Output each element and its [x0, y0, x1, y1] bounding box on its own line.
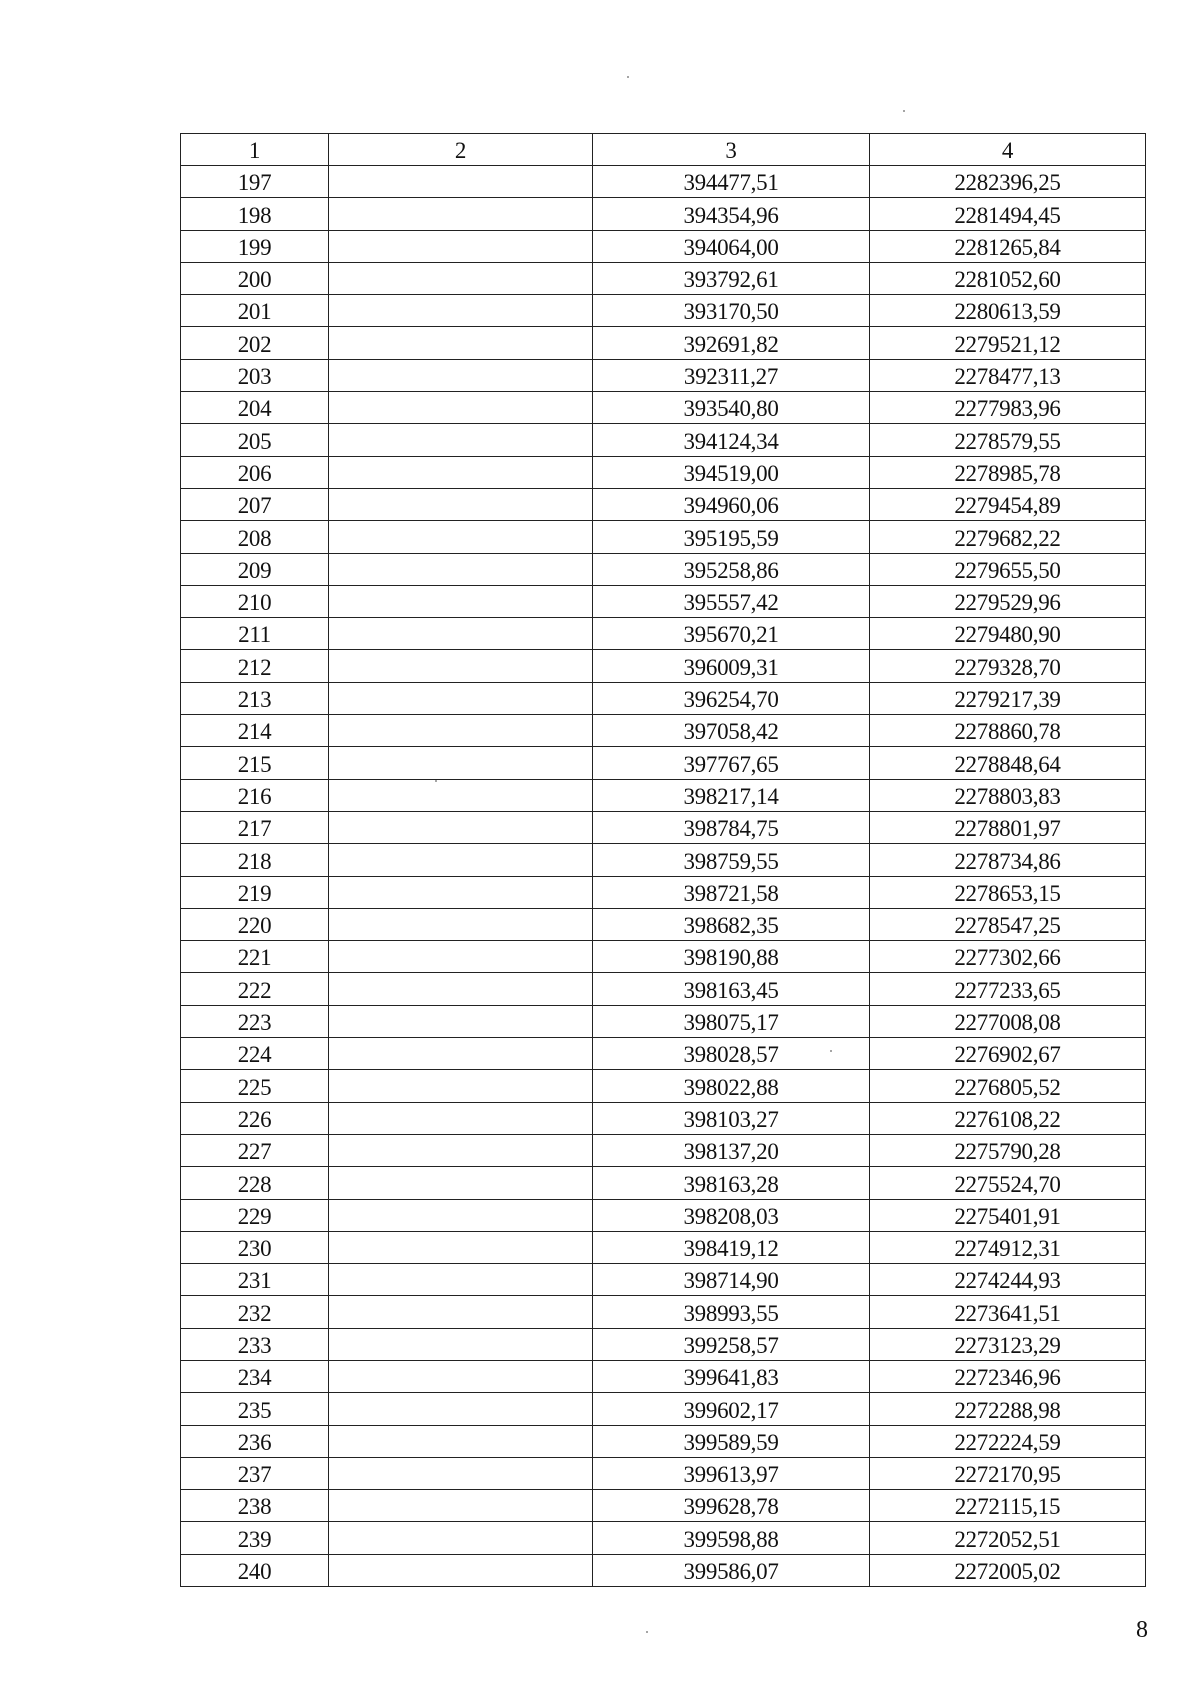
y-coordinate-cell: 2281494,45 — [870, 198, 1146, 230]
table-row — [181, 359, 1146, 391]
x-coordinate-cell: 393170,50 — [593, 295, 870, 327]
table-row — [181, 553, 1146, 585]
table-row — [181, 1425, 1146, 1457]
x-coordinate-cell: 396009,31 — [593, 650, 870, 682]
point-number-cell: 230 — [181, 1231, 329, 1263]
y-coordinate-cell: 2275401,91 — [870, 1199, 1146, 1231]
description-cell — [329, 392, 593, 424]
y-coordinate-cell: 2279529,96 — [870, 585, 1146, 617]
point-number-cell: 239 — [181, 1522, 329, 1554]
x-coordinate-cell: 395195,59 — [593, 521, 870, 553]
table-row — [181, 1102, 1146, 1134]
description-cell — [329, 844, 593, 876]
point-number-cell: 233 — [181, 1328, 329, 1360]
point-number-cell: 208 — [181, 521, 329, 553]
description-cell — [329, 585, 593, 617]
x-coordinate-cell: 398137,20 — [593, 1134, 870, 1166]
y-coordinate-cell: 2281052,60 — [870, 262, 1146, 294]
point-number-cell: 221 — [181, 941, 329, 973]
description-cell — [329, 230, 593, 262]
y-coordinate-cell: 2278547,25 — [870, 908, 1146, 940]
x-coordinate-cell: 399258,57 — [593, 1328, 870, 1360]
x-coordinate-cell: 398022,88 — [593, 1070, 870, 1102]
y-coordinate-cell: 2282396,25 — [870, 166, 1146, 198]
x-coordinate-cell: 398682,35 — [593, 908, 870, 940]
table-row — [181, 908, 1146, 940]
x-coordinate-cell: 398103,27 — [593, 1102, 870, 1134]
x-coordinate-cell: 395557,42 — [593, 585, 870, 617]
y-coordinate-cell: 2279217,39 — [870, 682, 1146, 714]
description-cell — [329, 1070, 593, 1102]
y-coordinate-cell: 2275524,70 — [870, 1167, 1146, 1199]
x-coordinate-cell: 392691,82 — [593, 327, 870, 359]
y-coordinate-cell: 2276805,52 — [870, 1070, 1146, 1102]
description-cell — [329, 747, 593, 779]
table-row — [181, 1522, 1146, 1554]
y-coordinate-cell: 2277233,65 — [870, 973, 1146, 1005]
x-coordinate-cell: 394960,06 — [593, 488, 870, 520]
point-number-cell: 234 — [181, 1360, 329, 1392]
description-cell — [329, 1522, 593, 1554]
description-cell — [329, 1005, 593, 1037]
y-coordinate-cell: 2279655,50 — [870, 553, 1146, 585]
x-coordinate-cell: 398759,55 — [593, 844, 870, 876]
x-coordinate-cell: 395258,86 — [593, 553, 870, 585]
point-number-cell: 219 — [181, 876, 329, 908]
description-cell — [329, 521, 593, 553]
table-row — [181, 715, 1146, 747]
table-row — [181, 779, 1146, 811]
point-number-cell: 216 — [181, 779, 329, 811]
description-cell — [329, 811, 593, 843]
x-coordinate-cell: 398208,03 — [593, 1199, 870, 1231]
y-coordinate-cell: 2278734,86 — [870, 844, 1146, 876]
x-coordinate-cell: 397767,65 — [593, 747, 870, 779]
point-number-cell: 238 — [181, 1490, 329, 1522]
table-row — [181, 1167, 1146, 1199]
point-number-cell: 213 — [181, 682, 329, 714]
table-row — [181, 1490, 1146, 1522]
x-coordinate-cell: 398075,17 — [593, 1005, 870, 1037]
y-coordinate-cell: 2275790,28 — [870, 1134, 1146, 1166]
point-number-cell: 201 — [181, 295, 329, 327]
x-coordinate-cell: 394124,34 — [593, 424, 870, 456]
table-row — [181, 1231, 1146, 1263]
y-coordinate-cell: 2280613,59 — [870, 295, 1146, 327]
table-row — [181, 747, 1146, 779]
description-cell — [329, 166, 593, 198]
point-number-cell: 200 — [181, 262, 329, 294]
description-cell — [329, 262, 593, 294]
x-coordinate-cell: 394519,00 — [593, 456, 870, 488]
description-cell — [329, 1393, 593, 1425]
description-cell — [329, 1102, 593, 1134]
description-cell — [329, 553, 593, 585]
y-coordinate-cell: 2277302,66 — [870, 941, 1146, 973]
x-coordinate-cell: 393540,80 — [593, 392, 870, 424]
description-cell — [329, 908, 593, 940]
column-header: 1 — [181, 134, 329, 166]
description-cell — [329, 1038, 593, 1070]
scan-speck — [646, 1631, 648, 1633]
y-coordinate-cell: 2273641,51 — [870, 1296, 1146, 1328]
description-cell — [329, 1264, 593, 1296]
description-cell — [329, 1199, 593, 1231]
description-cell — [329, 715, 593, 747]
point-number-cell: 211 — [181, 618, 329, 650]
point-number-cell: 204 — [181, 392, 329, 424]
table-row — [181, 262, 1146, 294]
coordinates-table — [180, 133, 1146, 1587]
description-cell — [329, 1554, 593, 1586]
x-coordinate-cell: 395670,21 — [593, 618, 870, 650]
y-coordinate-cell: 2279521,12 — [870, 327, 1146, 359]
table-row — [181, 618, 1146, 650]
description-cell — [329, 1167, 593, 1199]
table-row — [181, 811, 1146, 843]
x-coordinate-cell: 394477,51 — [593, 166, 870, 198]
y-coordinate-cell: 2272224,59 — [870, 1425, 1146, 1457]
point-number-cell: 207 — [181, 488, 329, 520]
x-coordinate-cell: 393792,61 — [593, 262, 870, 294]
table-row — [181, 230, 1146, 262]
point-number-cell: 235 — [181, 1393, 329, 1425]
table-row — [181, 844, 1146, 876]
y-coordinate-cell: 2272346,96 — [870, 1360, 1146, 1392]
x-coordinate-cell: 399628,78 — [593, 1490, 870, 1522]
table-row — [181, 1199, 1146, 1231]
table-row — [181, 1038, 1146, 1070]
point-number-cell: 217 — [181, 811, 329, 843]
table-row — [181, 327, 1146, 359]
y-coordinate-cell: 2274912,31 — [870, 1231, 1146, 1263]
point-number-cell: 226 — [181, 1102, 329, 1134]
table-row — [181, 1134, 1146, 1166]
x-coordinate-cell: 399613,97 — [593, 1457, 870, 1489]
point-number-cell: 203 — [181, 359, 329, 391]
table-row — [181, 682, 1146, 714]
x-coordinate-cell: 398993,55 — [593, 1296, 870, 1328]
point-number-cell: 223 — [181, 1005, 329, 1037]
x-coordinate-cell: 394354,96 — [593, 198, 870, 230]
table-row — [181, 488, 1146, 520]
table-body — [181, 166, 1146, 1587]
description-cell — [329, 779, 593, 811]
point-number-cell: 240 — [181, 1554, 329, 1586]
point-number-cell: 215 — [181, 747, 329, 779]
point-number-cell: 202 — [181, 327, 329, 359]
x-coordinate-cell: 399641,83 — [593, 1360, 870, 1392]
point-number-cell: 228 — [181, 1167, 329, 1199]
x-coordinate-cell: 394064,00 — [593, 230, 870, 262]
table-row — [181, 392, 1146, 424]
description-cell — [329, 1134, 593, 1166]
description-cell — [329, 941, 593, 973]
y-coordinate-cell: 2272115,15 — [870, 1490, 1146, 1522]
table-row — [181, 295, 1146, 327]
description-cell — [329, 618, 593, 650]
description-cell — [329, 1296, 593, 1328]
table-row — [181, 424, 1146, 456]
point-number-cell: 220 — [181, 908, 329, 940]
y-coordinate-cell: 2278579,55 — [870, 424, 1146, 456]
point-number-cell: 214 — [181, 715, 329, 747]
table-row — [181, 1296, 1146, 1328]
x-coordinate-cell: 392311,27 — [593, 359, 870, 391]
column-header: 2 — [329, 134, 593, 166]
table-row — [181, 1457, 1146, 1489]
x-coordinate-cell: 399602,17 — [593, 1393, 870, 1425]
y-coordinate-cell: 2279682,22 — [870, 521, 1146, 553]
scan-speck — [903, 110, 905, 112]
point-number-cell: 232 — [181, 1296, 329, 1328]
y-coordinate-cell: 2278477,13 — [870, 359, 1146, 391]
x-coordinate-cell: 399586,07 — [593, 1554, 870, 1586]
table-row — [181, 650, 1146, 682]
y-coordinate-cell: 2278985,78 — [870, 456, 1146, 488]
point-number-cell: 199 — [181, 230, 329, 262]
description-cell — [329, 1457, 593, 1489]
point-number-cell: 206 — [181, 456, 329, 488]
x-coordinate-cell: 398714,90 — [593, 1264, 870, 1296]
x-coordinate-cell: 398028,57 — [593, 1038, 870, 1070]
description-cell — [329, 1425, 593, 1457]
description-cell — [329, 650, 593, 682]
y-coordinate-cell: 2272170,95 — [870, 1457, 1146, 1489]
y-coordinate-cell: 2279480,90 — [870, 618, 1146, 650]
y-coordinate-cell: 2273123,29 — [870, 1328, 1146, 1360]
description-cell — [329, 488, 593, 520]
table-header-row — [181, 134, 1146, 166]
y-coordinate-cell: 2272052,51 — [870, 1522, 1146, 1554]
point-number-cell: 198 — [181, 198, 329, 230]
y-coordinate-cell: 2281265,84 — [870, 230, 1146, 262]
description-cell — [329, 973, 593, 1005]
scan-speck — [627, 76, 629, 78]
table-row — [181, 876, 1146, 908]
table-row — [181, 198, 1146, 230]
y-coordinate-cell: 2278860,78 — [870, 715, 1146, 747]
table-row — [181, 456, 1146, 488]
table-row — [181, 166, 1146, 198]
point-number-cell: 209 — [181, 553, 329, 585]
x-coordinate-cell: 396254,70 — [593, 682, 870, 714]
y-coordinate-cell: 2276108,22 — [870, 1102, 1146, 1134]
y-coordinate-cell: 2276902,67 — [870, 1038, 1146, 1070]
description-cell — [329, 295, 593, 327]
page-number: 8 — [1136, 1617, 1148, 1643]
x-coordinate-cell: 399589,59 — [593, 1425, 870, 1457]
y-coordinate-cell: 2272288,98 — [870, 1393, 1146, 1425]
x-coordinate-cell: 399598,88 — [593, 1522, 870, 1554]
table-row — [181, 521, 1146, 553]
x-coordinate-cell: 398163,28 — [593, 1167, 870, 1199]
table-row — [181, 585, 1146, 617]
point-number-cell: 236 — [181, 1425, 329, 1457]
y-coordinate-cell: 2279328,70 — [870, 650, 1146, 682]
description-cell — [329, 1328, 593, 1360]
point-number-cell: 224 — [181, 1038, 329, 1070]
y-coordinate-cell: 2278653,15 — [870, 876, 1146, 908]
description-cell — [329, 876, 593, 908]
description-cell — [329, 424, 593, 456]
y-coordinate-cell: 2278803,83 — [870, 779, 1146, 811]
description-cell — [329, 359, 593, 391]
column-header: 3 — [593, 134, 870, 166]
y-coordinate-cell: 2277008,08 — [870, 1005, 1146, 1037]
y-coordinate-cell: 2278801,97 — [870, 811, 1146, 843]
description-cell — [329, 456, 593, 488]
point-number-cell: 197 — [181, 166, 329, 198]
point-number-cell: 227 — [181, 1134, 329, 1166]
x-coordinate-cell: 398419,12 — [593, 1231, 870, 1263]
description-cell — [329, 198, 593, 230]
point-number-cell: 210 — [181, 585, 329, 617]
y-coordinate-cell: 2277983,96 — [870, 392, 1146, 424]
table-row — [181, 1393, 1146, 1425]
x-coordinate-cell: 398163,45 — [593, 973, 870, 1005]
x-coordinate-cell: 398217,14 — [593, 779, 870, 811]
column-header: 4 — [870, 134, 1146, 166]
table-row — [181, 1360, 1146, 1392]
table-row — [181, 941, 1146, 973]
x-coordinate-cell: 398721,58 — [593, 876, 870, 908]
y-coordinate-cell: 2274244,93 — [870, 1264, 1146, 1296]
x-coordinate-cell: 398784,75 — [593, 811, 870, 843]
description-cell — [329, 1360, 593, 1392]
point-number-cell: 222 — [181, 973, 329, 1005]
table-row — [181, 1554, 1146, 1586]
point-number-cell: 205 — [181, 424, 329, 456]
y-coordinate-cell: 2272005,02 — [870, 1554, 1146, 1586]
point-number-cell: 229 — [181, 1199, 329, 1231]
description-cell — [329, 1490, 593, 1522]
x-coordinate-cell: 397058,42 — [593, 715, 870, 747]
description-cell — [329, 1231, 593, 1263]
y-coordinate-cell: 2279454,89 — [870, 488, 1146, 520]
x-coordinate-cell: 398190,88 — [593, 941, 870, 973]
point-number-cell: 231 — [181, 1264, 329, 1296]
point-number-cell: 225 — [181, 1070, 329, 1102]
point-number-cell: 218 — [181, 844, 329, 876]
table-row — [181, 1264, 1146, 1296]
point-number-cell: 237 — [181, 1457, 329, 1489]
y-coordinate-cell: 2278848,64 — [870, 747, 1146, 779]
description-cell — [329, 327, 593, 359]
table-row — [181, 1328, 1146, 1360]
table-row — [181, 1005, 1146, 1037]
table-row — [181, 1070, 1146, 1102]
table-row — [181, 973, 1146, 1005]
point-number-cell: 212 — [181, 650, 329, 682]
description-cell — [329, 682, 593, 714]
